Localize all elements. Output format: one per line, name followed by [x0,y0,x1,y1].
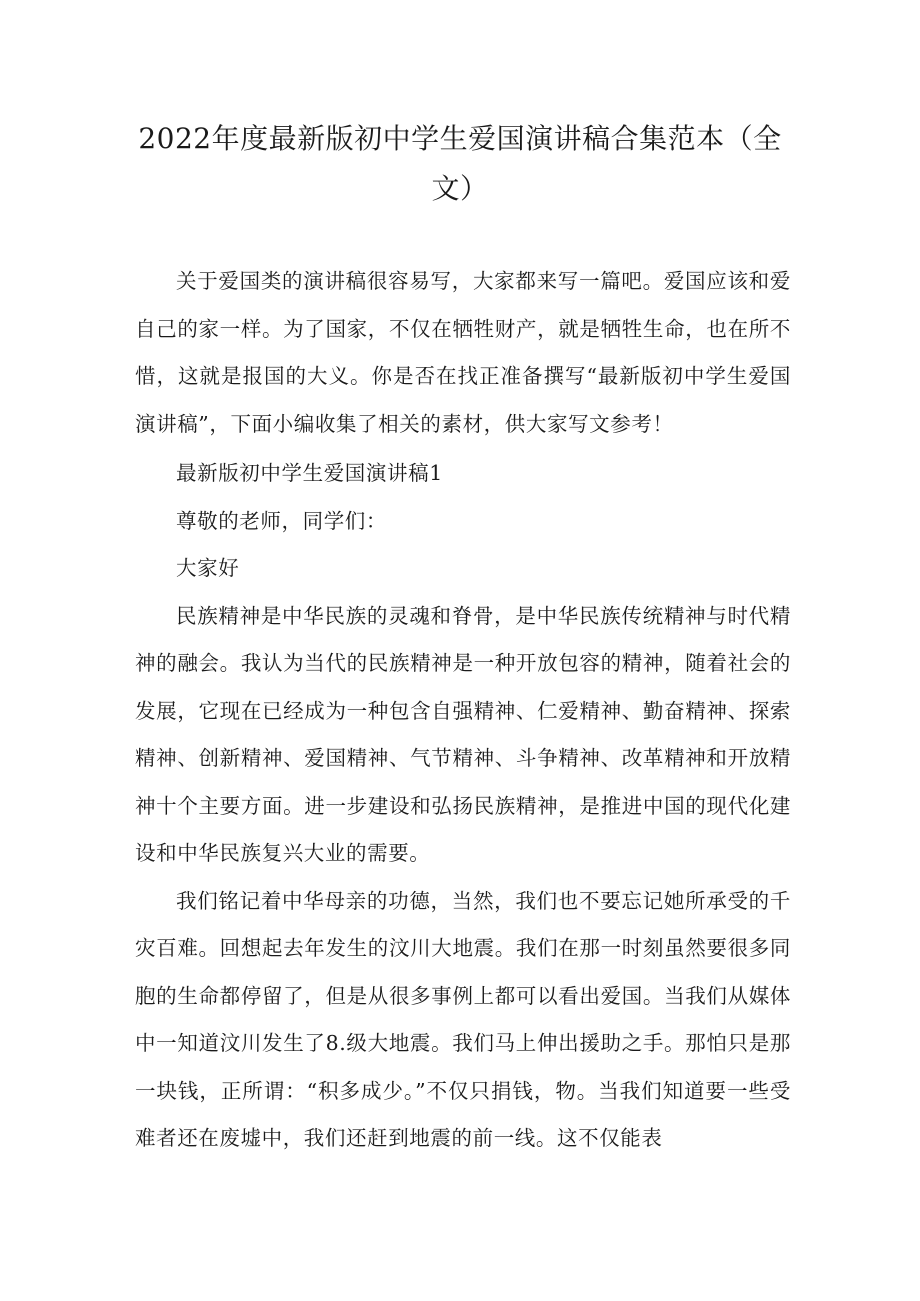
body-paragraph: 我们铭记着中华母亲的功德，当然，我们也不要忘记她所承受的千灾百难。回想起去年发生的汶川大地震。我们在那一时刻虽然要很多同胞的生命都停留了，但是从很多事例上都可以看出爱国。当我们从媒体中一知道汶川发生了8.级大地震。我们马上伸出援助之手。那怕只是那一块钱，正所谓：“积多成少。”不仅只捐钱，物。当我们知道要一些受难者还在废墟中，我们还赶到地震的前一线。这不仅能表 [135,888,791,1150]
document-body [135,258,791,1163]
body-paragraph: 民族精神是中华民族的灵魂和脊骨，是中华民族传统精神与时代精神的融会。我认为当代的民族精神是一种开放包容的精神，随着社会的发展，它现在已经成为一种包含自强精神、仁爱精神、勤奋精神、探索精神、创新精神、爱国精神、气节精神、斗争精神、改革精神和开放精神十个主要方面。进一步建设和弘扬民族精神，是推进中国的现代化建设和中华民族复兴大业的需要。 [135,603,791,865]
intro-paragraph: 关于爱国类的演讲稿很容易写，大家都来写一篇吧。爱国应该和爱自己的家一样。为了国家，不仅在牺牲财产，就是牺牲生命，也在所不惜，这就是报国的大义。你是否在找正准备撰写“最新版初中学生爱国演讲稿”，下面小编收集了相关的素材，供大家写文参考！ [135,269,791,436]
greeting: 大家好 [176,556,240,580]
document-title: 2022年度最新版初中学生爱国演讲稿合集范本（全文） [138,122,782,205]
section-heading: 最新版初中学生爱国演讲稿1 [176,461,443,485]
salutation: 尊敬的老师，同学们： [176,508,387,533]
